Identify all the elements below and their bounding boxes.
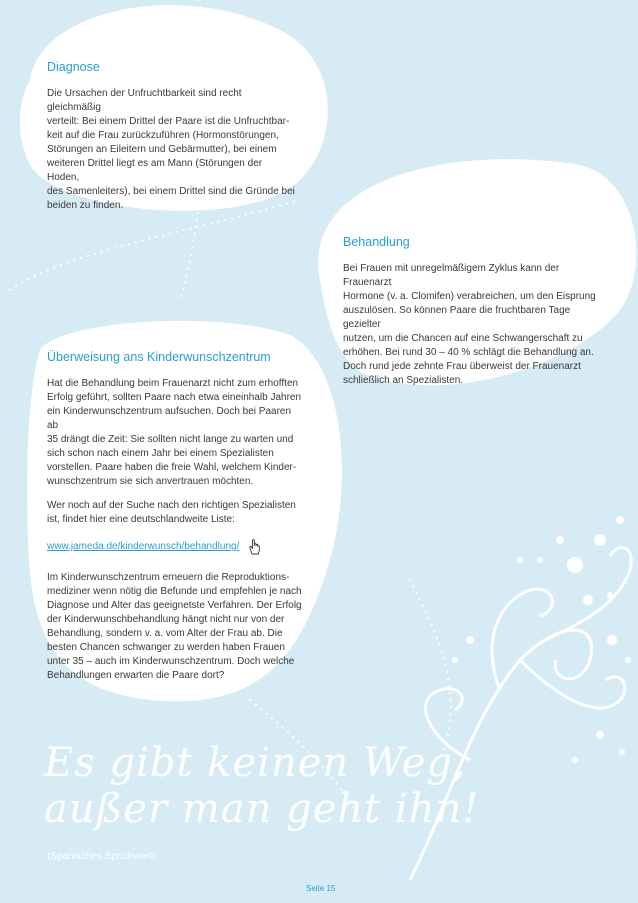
- quote-line-1: Es gibt keinen Weg,: [44, 740, 467, 786]
- behandlung-heading: Behandlung: [343, 235, 410, 249]
- ueberweisung-paragraph-1: Hat die Behandlung beim Frauenarzt nicht zum erhofften Erfolg geführt, sollten Paare nach etwa eineinhalb Jahren ein Kinderwunschzentrum aufsuchen. Doch bei Paaren ab 35 drängt die Zeit: Sie sollten nicht lange zu warten und sich schon nach einem Jahr bei einem Spezialisten vorstellen. Paare haben die freie Wahl, welchem Kinder- wunschzentrum sie sich anvertrauen möchten.: [47, 378, 302, 487]
- diagnose-text: Die Ursachen der Unfruchtbarkeit sind recht gleichmäßig verteilt: Bei einem Drittel der Paare ist die Unfruchtbar- keit auf die Frau zurückzuführen (Hormonstörungen, Störungen an Eileitern und Gebärmutter), bei einem weiteren Drittel liegt es am Mann (Störungen der Hoden, des Samenleiters), bei einem Drittel sind die Gründe bei beiden zu finden.: [47, 88, 295, 211]
- behandlung-text: Bei Frauen mit unregelmäßigem Zyklus kann der Frauenarzt Hormone (v. a. Clomifen) verabreichen, um den Eisprung auszulösen. So können Paare die fruchtbaren Tage gezielter nutzen, um die Chancen auf eine Schwangerschaft zu erhöhen. Bei rund 30 – 40 % schlägt die Behandlung an. Doch rund jede zehnte Frau überweist der Frauenarzt schließlich an Spezialisten.: [343, 263, 596, 386]
- ueberweisung-paragraph-2: Wer noch auf der Suche nach den richtigen Spezialisten ist, findet hier eine deutschlandweite Liste:: [47, 500, 296, 525]
- quote-line-2: außer man geht ihn!: [44, 786, 480, 832]
- quote-source: (Spanisches Sprichwort): [47, 851, 156, 862]
- jameda-link[interactable]: www.jameda.de/kinderwunsch/behandlung/: [47, 541, 240, 552]
- diagnose-section: [47, 60, 297, 223]
- page-number: Seite 15: [306, 884, 336, 893]
- behandlung-section: [343, 235, 603, 398]
- quote: [44, 740, 479, 832]
- ueberweisung-paragraph-3: Im Kinderwunschzentrum erneuern die Reproduktions- mediziner wenn nötig die Befunde und empfehlen je nach Diagnose und Alter das geeignetste Verfahren. Der Erfolg der Kinderwunschbehandlung hängt nicht nur von der Behandlung, sondern v. a. vom Alter der Frau ab. Die besten Chancen schwanger zu werden haben Frauen unter 35 – auch im Kinderwunschzentrum. Doch welche Behandlungen erwarten die Paare dort?: [47, 572, 302, 681]
- link-row: [47, 537, 302, 557]
- diagnose-heading: Diagnose: [47, 60, 100, 74]
- hand-pointer-icon: [245, 537, 265, 557]
- ueberweisung-heading: Überweisung ans Kinderwunschzentrum: [47, 350, 271, 364]
- ueberweisung-section: [47, 350, 302, 693]
